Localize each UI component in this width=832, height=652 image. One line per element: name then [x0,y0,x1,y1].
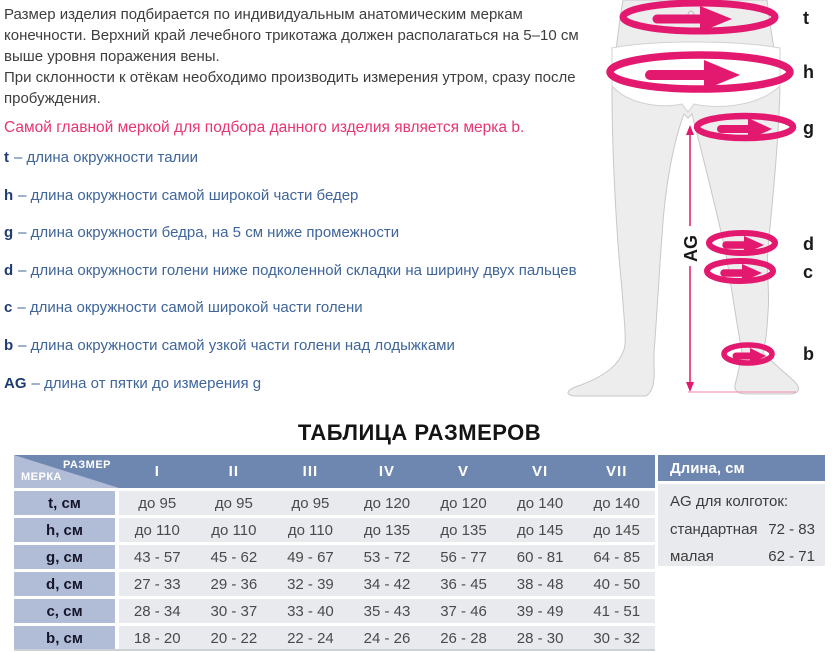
column-header: VII [578,455,655,488]
table-cell: до 110 [196,518,273,542]
row-label: h, см [14,518,115,542]
length-panel-header: Длина, см [658,455,825,481]
table-cell: 33 - 40 [272,599,349,623]
table-row-c [14,599,655,623]
table-cell: 38 - 48 [502,572,579,596]
definition-desc: – длина окружности самой широкой части голени [17,299,363,317]
definition-h [4,187,577,209]
figure-label-c: c [803,262,814,282]
length-row-standard [670,521,815,538]
row-label: g, см [14,545,115,569]
table-cell: 18 - 20 [119,626,196,650]
table-cell: до 140 [502,491,579,515]
length-row-value: 72 - 83 [768,521,815,538]
definition-g [4,224,577,246]
length-row-value: 62 - 71 [768,548,815,565]
table-cell: 60 - 81 [502,545,579,569]
definition-desc: – длина окружности бедра, на 5 см ниже промежности [18,224,400,242]
definition-desc: – длина от пятки до измерения g [31,374,262,392]
table-cell: 49 - 67 [272,545,349,569]
column-header: IV [349,455,426,488]
corner-label-measure: МЕРКА [21,471,62,483]
body-measurement-diagram [558,0,832,418]
table-cell: 43 - 57 [119,545,196,569]
table-row-d [14,572,655,596]
definition-desc: – длина окружности талии [14,149,199,166]
intro-paragraph-1: Размер изделия подбирается по индивидуальным анатомическим меркам конечности. Верхний край лечебного трикотажа должен располагаться на 5–10 см выше уровня поражения вены. [4,6,579,65]
column-header: III [272,455,349,488]
definition-c [4,299,577,321]
column-header: II [196,455,273,488]
figure-label-t: t [803,8,809,28]
definition-d [4,262,577,284]
table-cell: 30 - 37 [196,599,273,623]
row-label: t, см [14,491,115,515]
definition-key: c [4,299,13,317]
table-cell: 27 - 33 [119,572,196,596]
table-cell: до 120 [425,491,502,515]
table-cell: до 95 [119,491,196,515]
size-table [14,455,655,650]
row-label: b, см [14,626,115,650]
row-label: d, см [14,572,115,596]
length-panel-subtitle: AG для колготок: [670,493,789,510]
length-row-small [670,548,815,565]
table-cell: 28 - 34 [119,599,196,623]
row-label: c, см [14,599,115,623]
table-row-g [14,545,655,569]
length-row-label: стандартная [670,521,758,538]
bottom-divider [14,649,655,651]
size-table-corner-cell [14,455,119,488]
table-cell: 37 - 46 [425,599,502,623]
definition-key: g [4,224,14,242]
table-cell: до 135 [349,518,426,542]
intro-paragraph-2: При склонности к отёкам необходимо производить измерения утром, сразу после пробуждения. [4,69,576,107]
table-cell: 30 - 32 [578,626,655,650]
ag-arrow-down-icon [686,382,694,392]
table-cell: 26 - 28 [425,626,502,650]
figure-label-b: b [803,344,814,364]
table-cell: до 95 [196,491,273,515]
corner-label-size: РАЗМЕР [62,459,111,471]
table-cell: до 135 [425,518,502,542]
table-cell: 20 - 22 [196,626,273,650]
table-cell: 35 - 43 [349,599,426,623]
length-row-label: малая [670,548,714,565]
table-cell: 56 - 77 [425,545,502,569]
definition-t [4,149,577,171]
length-panel [658,455,825,566]
ag-label: AG [681,235,701,262]
size-table-header-row [14,455,655,488]
table-cell: 34 - 42 [349,572,426,596]
table-cell: 24 - 26 [349,626,426,650]
column-header: V [425,455,502,488]
table-cell: 40 - 50 [578,572,655,596]
definition-ag [4,375,577,397]
table-cell: 22 - 24 [272,626,349,650]
table-row-b [14,626,655,650]
table-cell: до 95 [272,491,349,515]
table-cell: 36 - 45 [425,572,502,596]
ag-arrow-up-icon [686,125,694,135]
definition-key: AG [4,374,27,392]
table-cell: до 140 [578,491,655,515]
definition-desc: – длина окружности самой узкой части голени над лодыжками [18,336,455,354]
figure-label-g: g [803,118,814,138]
table-cell: до 110 [119,518,196,542]
measurement-definitions [4,149,577,412]
table-cell: до 145 [502,518,579,542]
table-cell: 45 - 62 [196,545,273,569]
table-cell: 41 - 51 [578,599,655,623]
definition-key: d [4,261,14,279]
table-cell: до 120 [349,491,426,515]
table-row-h [14,518,655,542]
figure-label-d: d [803,234,814,254]
table-cell: 39 - 49 [502,599,579,623]
definition-desc: – длина окружности голени ниже подколенной складки на ширину двух пальцев [18,261,577,279]
table-cell: 32 - 39 [272,572,349,596]
table-cell: до 110 [272,518,349,542]
table-cell: 28 - 30 [502,626,579,650]
column-header: I [119,455,196,488]
figure-label-h: h [803,62,814,82]
table-cell: 53 - 72 [349,545,426,569]
definition-key: h [4,186,14,204]
definition-key: t [4,149,9,166]
key-measure-note: Самой главной меркой для подбора данного изделия является мерка b. [4,119,525,136]
length-panel-body [658,484,825,566]
table-cell: 64 - 85 [578,545,655,569]
size-table-title: ТАБЛИЦА РАЗМЕРОВ [297,420,542,445]
table-row-t [14,491,655,515]
table-cell: до 145 [578,518,655,542]
definition-key: b [4,336,14,354]
definition-desc: – длина окружности самой широкой части бедер [18,186,359,204]
table-cell: 29 - 36 [196,572,273,596]
column-header: VI [502,455,579,488]
definition-b [4,337,577,359]
